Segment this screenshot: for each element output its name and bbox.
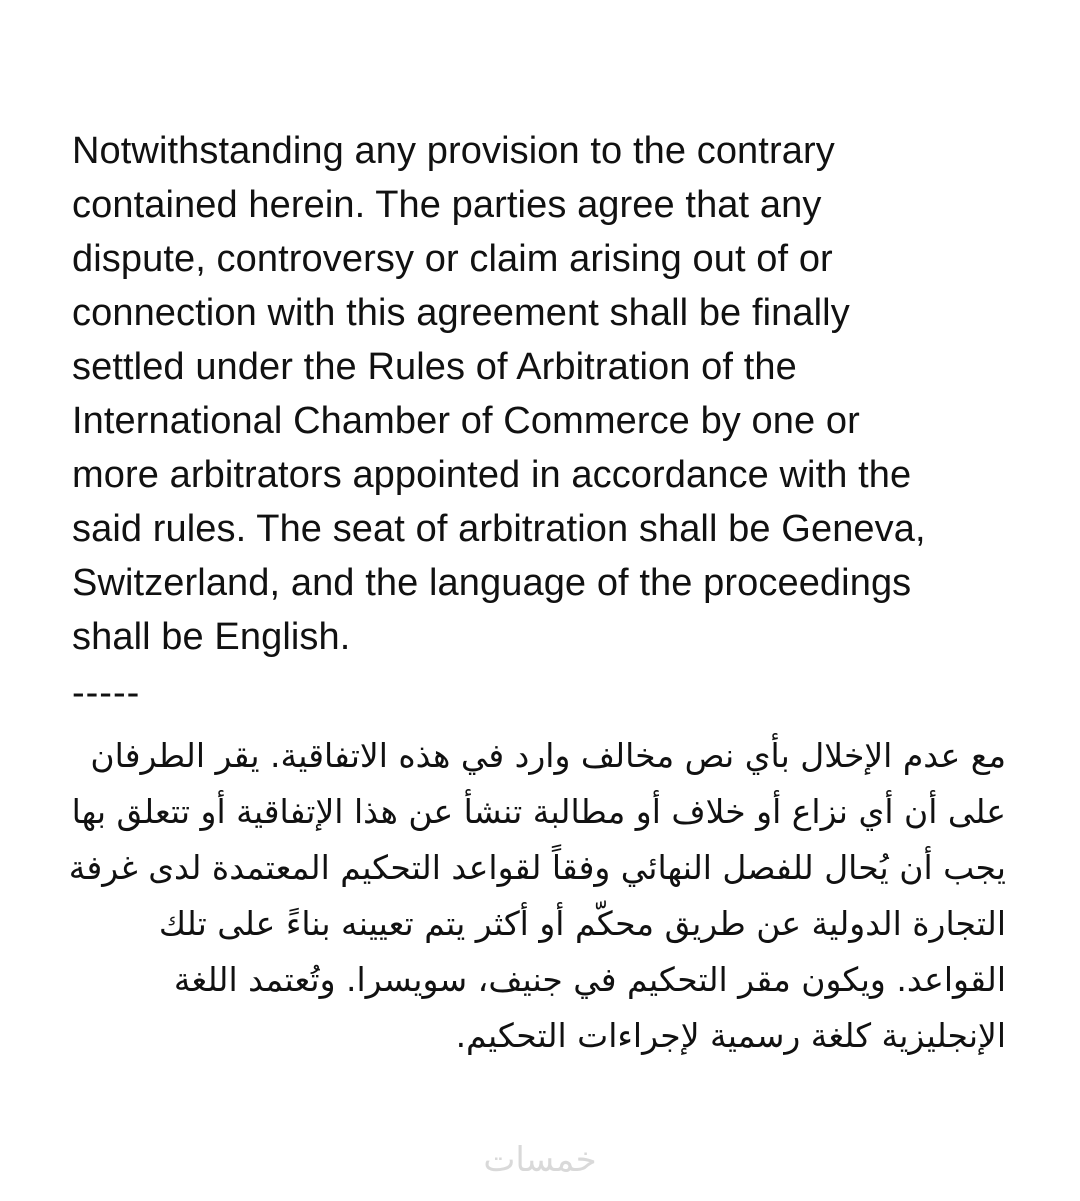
english-line: Switzerland, and the language of the proceedings [72,562,912,604]
english-line: International Chamber of Commerce by one or [72,400,860,442]
arabic-line: يجب أن يُحال للفصل النهائي وفقاً لقواعد التحكيم المعتمدة لدى غرفة [68,848,1006,887]
arabic-line: مع عدم الإخلال بأي نص مخالف وارد في هذه الاتفاقية. يقر الطرفان [90,736,1006,775]
arabic-line: الإنجليزية كلغة رسمية لإجراءات التحكيم. [455,1016,1006,1055]
english-line: connection with this agreement shall be finally [72,292,850,334]
arabic-line: القواعد. ويكون مقر التحكيم في جنيف، سويسرا. وتُعتمد اللغة [173,960,1006,999]
english-line: settled under the Rules of Arbitration of the [72,346,797,388]
watermark-logo: خمسات [483,1140,597,1180]
english-line: shall be English. [72,616,351,658]
english-line: dispute, controversy or claim arising out of or [72,238,833,280]
document-body [68,124,1012,1064]
english-line: Notwithstanding any provision to the contrary [72,130,835,172]
section-separator: ----- [72,672,141,714]
arabic-clause [68,728,1006,1064]
arabic-line: على أن أي نزاع أو خلاف أو مطالبة تنشأ عن هذا الإتفاقية أو تتعلق بها [71,792,1006,831]
arabic-line: التجارة الدولية عن طريق محكّم أو أكثر يتم تعيينه بناءً على تلك [158,904,1006,943]
english-clause [72,124,1012,664]
english-line: more arbitrators appointed in accordance with the [72,454,912,496]
english-line: said rules. The seat of arbitration shall be Geneva, [72,508,926,550]
english-line: contained herein. The parties agree that any [72,184,822,226]
